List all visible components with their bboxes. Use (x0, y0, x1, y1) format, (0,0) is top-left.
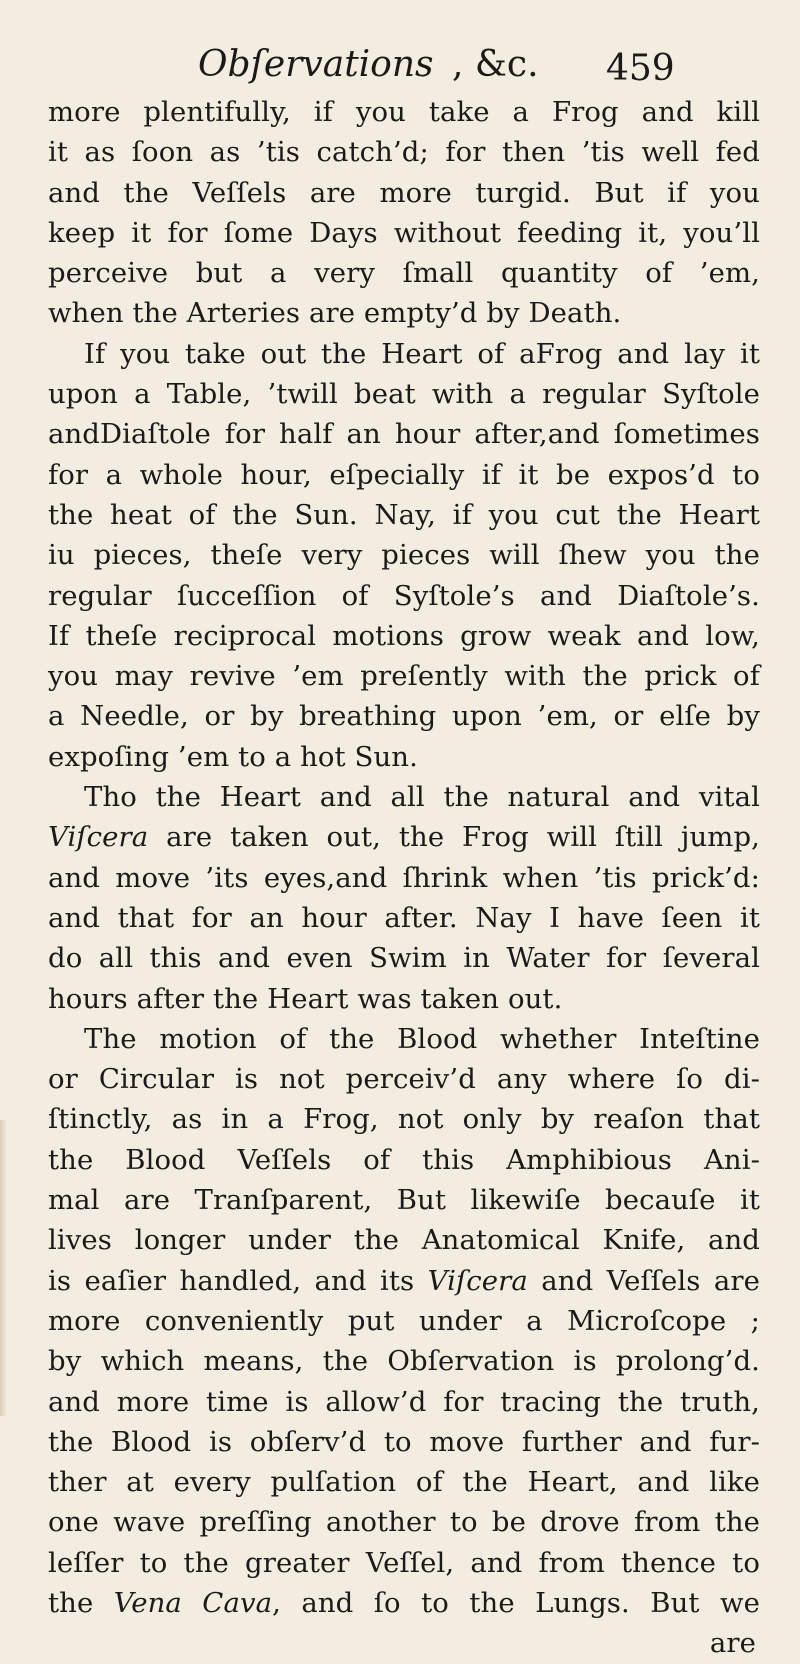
text-line: iu pieces, theſe very pieces will ſhew you the (48, 539, 760, 572)
text-run: and Veſſels are (527, 1264, 760, 1297)
running-head (0, 40, 800, 96)
binding-gutter-shadow (0, 1120, 6, 1416)
text-line: for a whole hour, eſpecially if it be expos’d to (48, 458, 760, 491)
text-line: regular ſucceſſion of Syſtole’s and Diaſtole’s. (48, 579, 760, 612)
text-line (48, 817, 760, 857)
text-line: ther at every pulſation of the Heart, and like (48, 1466, 760, 1499)
text-line: one wave preſſing another to be drove from the (48, 1506, 760, 1539)
paragraph-start-line: The motion of the Blood whether Inteſtine (84, 1022, 760, 1055)
text-line: and more time is allow’d for tracing the truth, (48, 1385, 760, 1418)
text-line: by which means, the Obſervation is prolong’d. (48, 1345, 760, 1378)
text-line (48, 1583, 760, 1623)
text-run: is eaſier handled, and its (48, 1264, 428, 1297)
page-number: 459 (606, 48, 675, 89)
text-line: you may revive ’em preſently with the prick of (48, 660, 760, 693)
catchword: are (709, 1627, 756, 1660)
latin-term: Viſcera (48, 821, 149, 854)
text-run: the (48, 1586, 114, 1619)
text-run: , and ſo to the Lungs. But we (272, 1586, 760, 1619)
running-head-title: Obſervations (198, 44, 434, 85)
running-head-etc: , &c. (452, 44, 539, 85)
text-line: more plentifully, if you take a Frog and kill (48, 96, 760, 128)
text-line: and that for an hour after. Nay I have ſeen it (48, 901, 760, 934)
text-line: hours after the Heart was taken out. (48, 982, 563, 1015)
text-line: mal are Tranſparent, But likewiſe becauſe it (48, 1184, 760, 1217)
text-line: it as ſoon as ’tis catch’d; for then ’tis well fed (48, 136, 760, 169)
text-line (48, 1261, 760, 1301)
text-line: and move ’its eyes,and ſhrink when ’tis prick’d: (48, 861, 760, 894)
text-line: do all this and even Swim in Water for ſeveral (48, 942, 760, 975)
text-line: upon a Table, ’twill beat with a regular Syſtole (48, 378, 760, 411)
text-line: and the Veſſels are more turgid. But if you (48, 176, 760, 209)
text-line: the heat of the Sun. Nay, if you cut the Heart (48, 498, 760, 531)
text-line: a Needle, or by breathing upon ’em, or elſe by (48, 700, 760, 733)
latin-term: Viſcera (427, 1264, 528, 1297)
paragraph-start-line: Tho the Heart and all the natural and vital (84, 781, 760, 814)
text-line: keep it for ſome Days without feeding it, you’ll (48, 216, 760, 249)
text-line: or Circular is not perceiv’d any where ſo di- (48, 1063, 760, 1096)
latin-term: Vena Cava (113, 1586, 273, 1619)
text-line: the Blood is obſerv’d to move further and fur- (48, 1425, 760, 1458)
body-text (48, 92, 760, 1664)
text-line: expoſing ’em to a hot Sun. (48, 740, 418, 773)
text-line: when the Arteries are empty’d by Death. (48, 297, 622, 330)
text-line: lives longer under the Anatomical Knife, and (48, 1224, 760, 1257)
text-line: andDiaſtole for half an hour after,and ſometimes (48, 418, 760, 451)
paragraph-start-line: If you take out the Heart of aFrog and lay it (84, 337, 760, 370)
text-line: the Blood Veſſels of this Amphibious Ani- (48, 1143, 760, 1176)
text-line: leſſer to the greater Veſſel, and from thence to (48, 1546, 760, 1579)
text-line: ſtinctly, as in a Frog, not only by reaſon that (48, 1103, 760, 1136)
text-line: If theſe reciprocal motions grow weak and low, (48, 619, 760, 652)
text-line: more conveniently put under a Microſcope ; (48, 1304, 760, 1337)
text-line: perceive but a very ſmall quantity of ’em, (48, 257, 760, 290)
text-run: are taken out, the Frog will ſtill jump, (148, 821, 760, 854)
